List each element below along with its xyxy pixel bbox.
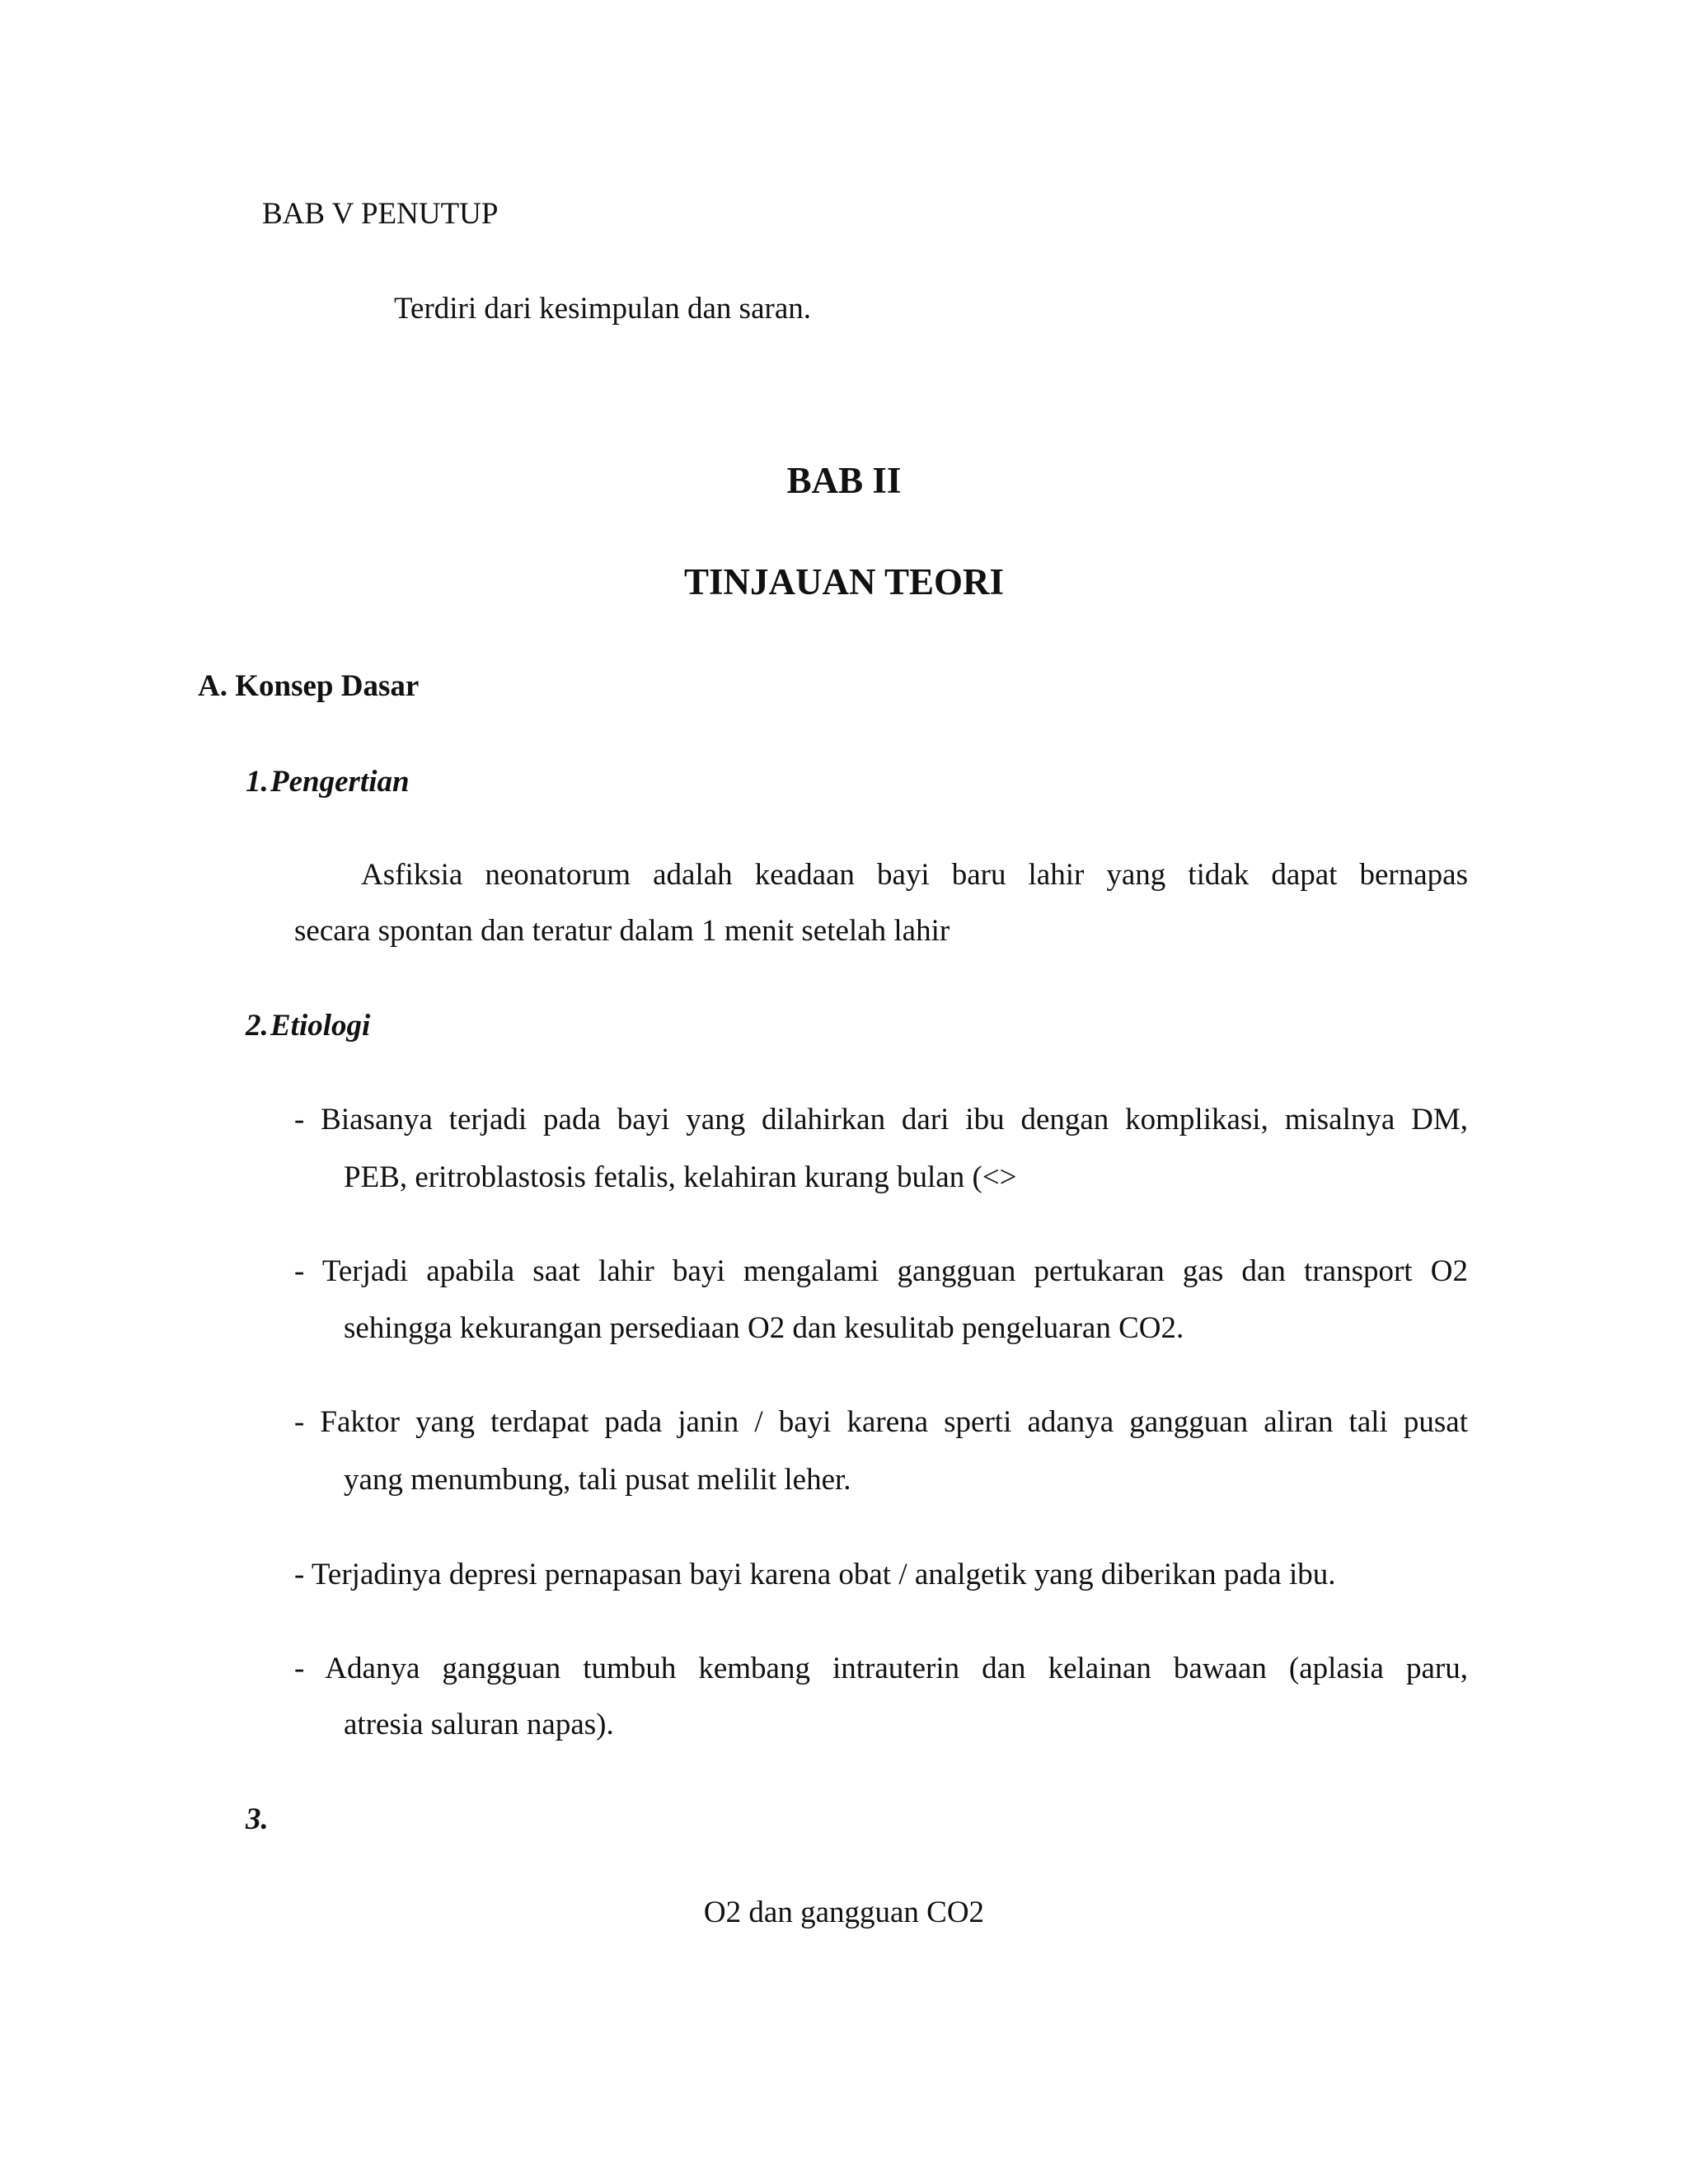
subsection-heading-2: [246, 1008, 370, 1044]
list-item-line: yang menumbung, tali pusat melilit leher.: [344, 1463, 851, 1497]
list-item-line: - Terjadi apabila saat lahir bayi mengalami gangguan pertukaran gas dan transport O2: [294, 1254, 1468, 1288]
subsection-title: Etiologi: [270, 1009, 371, 1043]
list-item-line: sehingga kekurangan persediaan O2 dan kesulitab pengeluaran CO2.: [344, 1311, 1184, 1345]
chapter-subtitle: TINJAUAN TEORI: [684, 561, 1004, 602]
list-item-line: - Adanya gangguan tumbuh kembang intrauterin dan kelainan bawaan (aplasia paru,: [294, 1652, 1468, 1685]
list-item-line: - Faktor yang terdapat pada janin / bayi karena sperti adanya gangguan aliran tali pusat: [294, 1405, 1468, 1439]
outline-description: Terdiri dari kesimpulan dan saran.: [394, 292, 811, 326]
subsection-heading-3: 3.: [246, 1802, 269, 1836]
list-item-line: PEB, eritroblastosis fetalis, kelahiran kurang bulan (<>: [344, 1160, 1017, 1194]
chapter-title: BAB II: [786, 460, 902, 501]
list-item-line: atresia saluran napas).: [344, 1708, 614, 1741]
list-item-line: - Terjadinya depresi pernapasan bayi karena obat / analgetik yang diberikan pada ibu.: [294, 1558, 1336, 1591]
subsection-number: 2.: [246, 1009, 269, 1043]
subsection-title: Pengertian: [270, 765, 410, 799]
subsection-heading-1: [246, 764, 410, 800]
section-heading-a: A. Konsep Dasar: [198, 669, 420, 703]
text-fragment: O2 dan gangguan CO2: [703, 1896, 985, 1929]
paragraph-line: Asfiksia neonatorum adalah keadaan bayi baru lahir yang tidak dapat bernapas: [361, 858, 1468, 892]
paragraph-line: secara spontan dan teratur dalam 1 menit setelah lahir: [294, 914, 950, 948]
list-item-line: - Biasanya terjadi pada bayi yang dilahirkan dari ibu dengan komplikasi, misalnya DM,: [294, 1103, 1468, 1137]
subsection-number: 1.: [246, 765, 269, 799]
outline-item: BAB V PENUTUP: [262, 197, 499, 231]
